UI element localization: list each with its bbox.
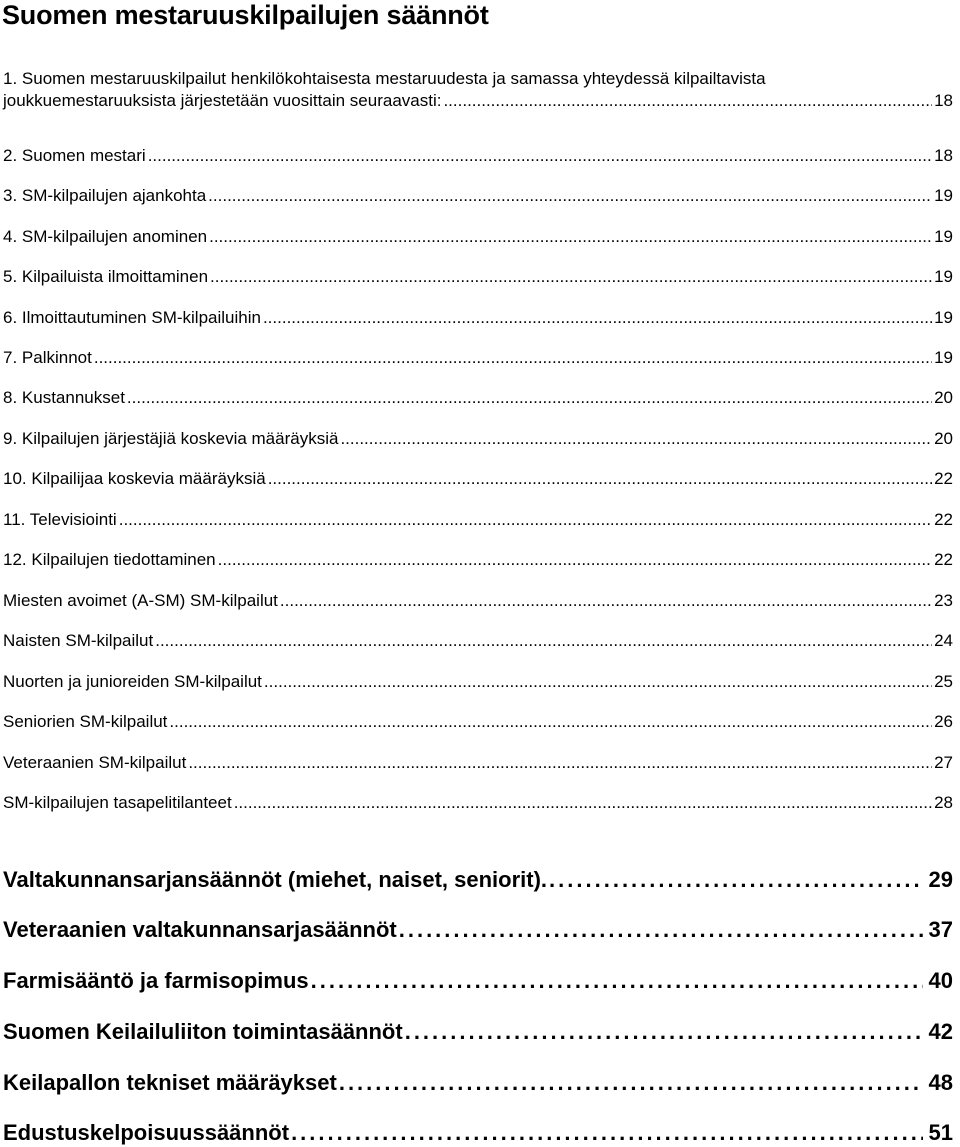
toc-entry[interactable] [3, 752, 953, 774]
toc-leader-dots [153, 630, 932, 652]
toc-leader-dots [278, 590, 932, 612]
toc-entry[interactable] [3, 185, 953, 207]
toc-leader-dots [117, 509, 932, 531]
toc-major-section-label: Keilapallon tekniset määräykset [3, 1070, 337, 1095]
toc-entry[interactable] [3, 145, 953, 167]
toc-entry-label: Nuorten ja junioreiden SM-kilpailut [3, 672, 262, 691]
toc-entry-label: Seniorien SM-kilpailut [3, 712, 168, 731]
toc-major-section-label: Edustuskelpoisuussäännöt [3, 1120, 290, 1145]
toc-entry-label: Naisten SM-kilpailut [3, 631, 154, 650]
toc-entry-page: 19 [934, 227, 953, 246]
toc-major-section-page: 40 [928, 968, 953, 993]
toc-entry[interactable] [3, 711, 953, 733]
toc-leader-dots [397, 916, 923, 944]
toc-leader-dots [266, 468, 932, 490]
toc-entry-page: 28 [934, 793, 953, 812]
toc-entry-page: 25 [934, 672, 953, 691]
toc-entry-label: SM-kilpailujen tasapelitilanteet [3, 793, 232, 812]
toc-leader-dots [261, 307, 932, 329]
toc-entry[interactable] [3, 428, 953, 450]
toc-entry[interactable] [3, 387, 953, 409]
toc-major-section-page: 42 [928, 1019, 953, 1044]
toc-entry[interactable] [3, 792, 953, 814]
toc-entry-label: 9. Kilpailujen järjestäjiä koskevia määräyksiä [3, 429, 339, 448]
toc-leader-dots [403, 1018, 923, 1046]
toc-entry[interactable] [3, 671, 953, 693]
toc-major-section[interactable] [3, 866, 953, 894]
toc-major-section-page: 48 [928, 1070, 953, 1095]
toc-leader-dots [232, 792, 932, 814]
toc-entry[interactable] [3, 509, 953, 531]
toc-entry-label: 10. Kilpailijaa koskevia määräyksiä [3, 469, 266, 488]
toc-major-section-label: Suomen Keilailuliiton toimintasäännöt [3, 1019, 403, 1044]
toc-leader-dots [338, 428, 932, 450]
toc-entry[interactable] [3, 630, 953, 652]
toc-leader-dots [309, 967, 923, 995]
toc-intro-entry[interactable] [3, 68, 953, 112]
toc-entry-label: 6. Ilmoittautuminen SM-kilpailuihin [3, 308, 261, 327]
toc-leader-dots [547, 866, 923, 894]
toc-leader-dots [125, 387, 932, 409]
toc-entry-label: 4. SM-kilpailujen anominen [3, 227, 208, 246]
page-title: Suomen mestaruuskilpailujen säännöt [2, 0, 489, 30]
toc-entry-page: 19 [934, 348, 953, 367]
toc-leader-dots [206, 185, 932, 207]
toc-entry-label: 5. Kilpailuista ilmoittaminen [3, 267, 209, 286]
toc-entry-label: 12. Kilpailujen tiedottaminen [3, 550, 216, 569]
toc-entry[interactable] [3, 347, 953, 369]
toc-leader-dots [207, 226, 932, 248]
toc-entry-label-line1: 1. Suomen mestaruuskilpailut henkilökohtaisesta mestaruudesta ja samassa yhteydessä kilpailtavista [3, 69, 766, 88]
toc-entry-page: 23 [934, 591, 953, 610]
toc-leader-dots [146, 145, 932, 167]
toc-leader-dots [441, 90, 932, 112]
toc-entry-page: 18 [934, 146, 953, 165]
toc-major-section-page: 29 [928, 867, 953, 892]
toc-entry-label: 11. Televisiointi [3, 510, 117, 529]
toc-entry-label: 3. SM-kilpailujen ajankohta [3, 186, 207, 205]
toc-major-section[interactable] [3, 1069, 953, 1097]
toc-entry-label: 8. Kustannukset [3, 388, 125, 407]
toc-entry-page: 24 [934, 631, 953, 650]
toc-leader-dots [289, 1119, 923, 1147]
toc-major-section[interactable] [3, 967, 953, 995]
toc-entry[interactable] [3, 468, 953, 490]
toc-entry-page: 27 [934, 753, 953, 772]
toc-entry[interactable] [3, 307, 953, 329]
toc-major-section-page: 37 [928, 917, 953, 942]
toc-entry-page: 20 [934, 429, 953, 448]
toc-major-section-label: Farmisääntö ja farmisopimus [3, 968, 309, 993]
toc-entry-page: 22 [934, 550, 953, 569]
toc-major-section-label: Veteraanien valtakunnansarjasäännöt [3, 917, 397, 942]
toc-entry-label: 2. Suomen mestari [3, 146, 146, 165]
toc-entry[interactable] [3, 590, 953, 612]
toc-entry[interactable] [3, 226, 953, 248]
toc-entry[interactable] [3, 549, 953, 571]
toc-entry-page: 19 [934, 267, 953, 286]
toc-entry-label: Veteraanien SM-kilpailut [3, 753, 187, 772]
toc-leader-dots [216, 549, 932, 571]
toc-entry-page: 19 [934, 186, 953, 205]
toc-entry-page: 22 [934, 469, 953, 488]
toc-leader-dots [208, 266, 932, 288]
toc-entry-page: 19 [934, 308, 953, 327]
toc-entry-label: 7. Palkinnot [3, 348, 92, 367]
toc-major-section[interactable] [3, 1119, 953, 1147]
toc-entry-page: 22 [934, 510, 953, 529]
toc-leader-dots [337, 1069, 923, 1097]
toc-leader-dots [167, 711, 932, 733]
toc-major-section[interactable] [3, 1018, 953, 1046]
toc-entry-label-line2: joukkuemestaruuksista järjestetään vuosittain seuraavasti: [3, 91, 442, 110]
toc-major-section[interactable] [3, 916, 953, 944]
toc-entry-label: Miesten avoimet (A-SM) SM-kilpailut [3, 591, 278, 610]
toc-entry-page: 20 [934, 388, 953, 407]
toc-leader-dots [92, 347, 932, 369]
toc-leader-dots [186, 752, 932, 774]
toc-entry-page: 26 [934, 712, 953, 731]
toc-entry[interactable] [3, 266, 953, 288]
toc-major-section-page: 51 [928, 1120, 953, 1145]
toc-major-section-label: Valtakunnansarjansäännöt (miehet, naiset, seniorit). [3, 867, 548, 892]
toc-leader-dots [262, 671, 932, 693]
toc-entry-page: 18 [934, 91, 953, 110]
